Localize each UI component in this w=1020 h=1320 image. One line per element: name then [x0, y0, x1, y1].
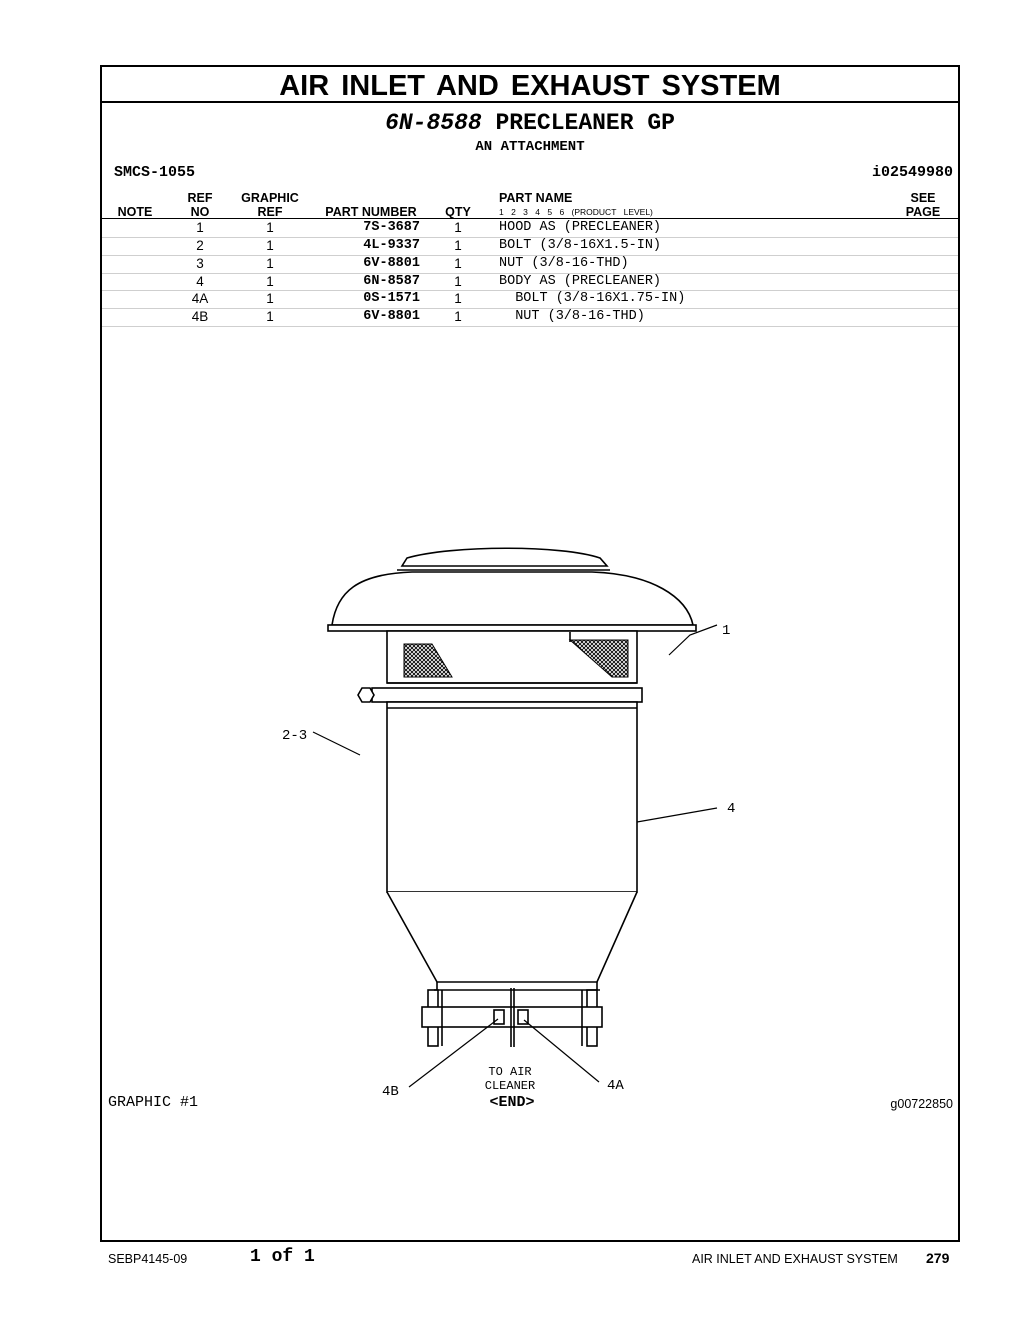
table-row: [102, 290, 958, 309]
precleaner-drawing: [262, 542, 762, 1100]
callout-2-3: 2-3: [282, 728, 308, 744]
row-graphic-ref: 1: [266, 256, 274, 271]
hood-top: [402, 548, 607, 566]
row-qty: 1: [454, 238, 462, 253]
callout-to-air: TO AIR: [488, 1065, 532, 1079]
row-ref: 4: [196, 273, 204, 289]
leader-2-3: [313, 732, 360, 755]
table-row: [102, 308, 958, 327]
graphic-label: GRAPHIC #1: [108, 1094, 199, 1111]
row-part-name: NUT (3/8-16-THD): [499, 256, 629, 271]
header-qty: QTY: [445, 205, 471, 219]
row-qty: 1: [454, 273, 462, 289]
body-cylinder: [387, 702, 637, 892]
header-graphic-ref: [235, 191, 305, 219]
header-graphic-ref-line2: REF: [257, 205, 283, 219]
graphic-id: g00722850: [890, 1097, 953, 1111]
header-ref-no: [180, 191, 220, 219]
header-see-page-line1: SEE: [910, 191, 936, 205]
table-row: [102, 219, 958, 238]
row-part-name: BOLT (3/8-16X1.5-IN): [499, 238, 662, 253]
footer-section: AIR INLET AND EXHAUST SYSTEM: [692, 1252, 898, 1266]
row-part-name: HOOD AS (PRECLEANER): [499, 220, 662, 235]
info-id: i02549980: [871, 164, 953, 181]
header-see-page-line2: PAGE: [905, 205, 941, 219]
row-graphic-ref: 1: [266, 291, 274, 306]
smcs-code: SMCS-1055: [114, 164, 196, 181]
leader-4b: [409, 1019, 498, 1087]
callout-4: 4: [727, 801, 736, 817]
body-cone: [387, 892, 637, 982]
section-title: AIR INLET AND EXHAUST SYSTEM: [102, 67, 958, 103]
header-graphic-ref-line1: GRAPHIC: [241, 191, 299, 205]
row-graphic-ref: 1: [266, 220, 274, 235]
group-title: [102, 110, 958, 136]
page-frame: [100, 65, 960, 1242]
callout-4b: 4B: [382, 1084, 399, 1100]
leader-4: [637, 808, 717, 822]
row-ref: 1: [196, 220, 204, 235]
outlet-clamp: [422, 1007, 602, 1027]
row-part-name: BODY AS (PRECLEANER): [499, 273, 662, 289]
row-ref: 2: [196, 238, 204, 253]
header-part-name: PART NAME: [499, 191, 573, 205]
row-qty: 1: [454, 309, 462, 324]
clamp-bolt-head: [358, 688, 374, 702]
row-part-number: 6V-8801: [363, 256, 420, 271]
row-qty: 1: [454, 291, 462, 306]
row-graphic-ref: 1: [266, 309, 274, 324]
row-graphic-ref: 1: [266, 273, 274, 289]
callout-4a: 4A: [607, 1078, 624, 1094]
row-graphic-ref: 1: [266, 238, 274, 253]
row-ref: 4B: [191, 309, 209, 324]
header-see-page: [898, 191, 948, 219]
end-marker: <END>: [489, 1094, 535, 1111]
table-row: [102, 255, 958, 274]
footer-doc-id: SEBP4145-09: [108, 1252, 188, 1266]
row-part-number: 6N-8587: [363, 273, 420, 289]
header-product-levels: 1 2 3 4 5 6 (PRODUCT LEVEL): [499, 207, 653, 217]
header-ref-no-line1: REF: [187, 191, 213, 205]
hood: [332, 572, 693, 625]
header-note: NOTE: [117, 205, 153, 219]
row-part-name: BOLT (3/8-16X1.75-IN): [499, 291, 686, 306]
group-subtitle: AN ATTACHMENT: [475, 139, 585, 155]
header-ref-no-line2: NO: [190, 205, 210, 219]
row-part-number: 4L-9337: [363, 238, 420, 253]
row-part-number: 6V-8801: [363, 309, 420, 324]
row-part-number: 0S-1571: [363, 291, 420, 306]
header-part-number: PART NUMBER: [325, 205, 417, 219]
group-part-number: 6N-8588: [385, 110, 482, 136]
footer-page-number: 279: [926, 1250, 950, 1266]
row-qty: 1: [454, 220, 462, 235]
table-row: [102, 237, 958, 256]
row-part-name: NUT (3/8-16-THD): [499, 309, 645, 324]
hood-rim: [328, 625, 696, 631]
row-part-number: 7S-3687: [363, 220, 420, 235]
clamp-band: [372, 688, 642, 702]
callout-cleaner: CLEANER: [484, 1079, 536, 1093]
group-name: PRECLEANER GP: [495, 110, 675, 136]
row-ref: 3: [196, 256, 204, 271]
table-row: [102, 273, 958, 292]
callout-1: 1: [722, 623, 731, 639]
footer-page-of: 1 of 1: [250, 1247, 315, 1267]
row-qty: 1: [454, 256, 462, 271]
row-ref: 4A: [191, 291, 209, 306]
